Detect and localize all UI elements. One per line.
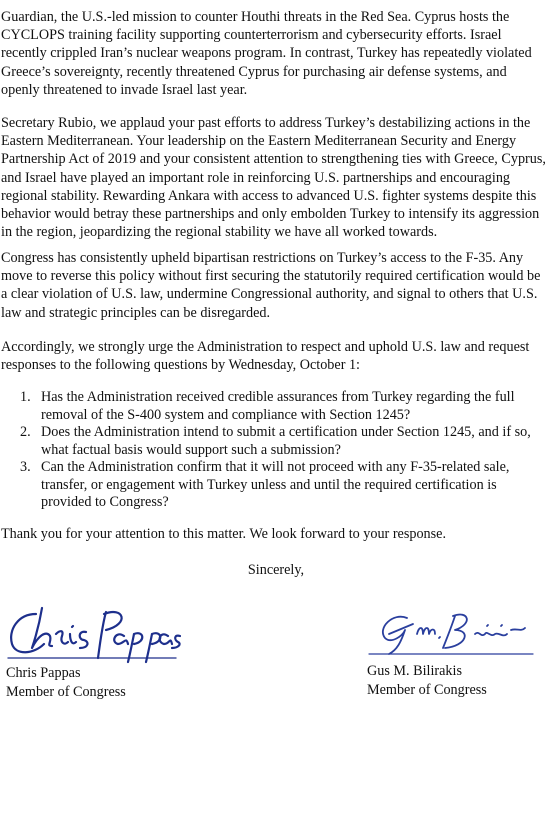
signature-image-bilirakis [367, 604, 537, 662]
letter-paragraph-4: Accordingly, we strongly urge the Administration to respect and uphold U.S. law and request responses to the following questions by Wednesday, October 1: [1, 339, 530, 374]
question-number: 1. [20, 389, 31, 405]
letter-paragraph-5: Thank you for your attention to this matter. We look forward to your response. [1, 526, 447, 542]
letter-paragraph-2: Secretary Rubio, we applaud your past efforts to address Turkey’s destabilizing actions in the Eastern Mediterranean. Your leadership on the Eastern Mediterranean Security and Energy Partnership Act of 2019 and your consistent attention to strengthening ties with Greece, Cyprus, and Israel have played an important role in reinforcing U.S. partnerships and encouraging regional stability. Rewarding Ankara with access to advanced U.S. fighter systems despite this behavior would betray these partnerships and only embolden Turkey to intensify its aggression in the region, jeopardizing the regional stability we have all worked towards. [1, 115, 546, 241]
signatory-title: Member of Congress [367, 681, 487, 698]
questions-list [20, 389, 545, 512]
question-text: Has the Administration received credible assurances from Turkey regarding the full removal of the S-400 system and compliance with Section 1245? [41, 389, 515, 423]
question-text: Can the Administration confirm that it will not proceed with any F-35-related sale, transfer, or engagement with Turkey unless and until the required certification is provided to Congress? [41, 459, 510, 510]
closing-salutation: Sincerely, [247, 562, 305, 578]
question-item [20, 459, 545, 512]
signature-image-pappas [6, 600, 181, 664]
letter-paragraph-3: Congress has consistently upheld bipartisan restrictions on Turkey’s access to the F-35. Any move to reverse this policy without first securing the statutorily required certification would be a clear violation of U.S. law, undermine Congressional authority, and signal to others that U.S. law and strategic principles can be disregarded. [1, 250, 541, 321]
question-number: 3. [20, 459, 31, 475]
letter-paragraph-1: Guardian, the U.S.-led mission to counter Houthi threats in the Red Sea. Cyprus hosts the CYCLOPS training facility supporting counterterrorism and cybersecurity efforts. Israel recently crippled Iran’s nuclear weapons program. In contrast, Turkey has repeatedly violated Greece’s sovereignty, recently threatened Cyprus for purchasing air defense systems, and openly threatened to invade Israel last year. [1, 9, 532, 98]
signatory-name: Chris Pappas [6, 665, 81, 681]
signatory-name: Gus M. Bilirakis [367, 663, 462, 679]
signature-block-pappas [6, 600, 206, 701]
signatory-title: Member of Congress [6, 683, 126, 700]
question-item [20, 389, 545, 424]
question-text: Does the Administration intend to submit a certification under Section 1245, and if so, what factual basis would support such a submission? [41, 424, 531, 458]
signature-block-bilirakis [367, 604, 547, 699]
question-number: 2. [20, 424, 31, 440]
question-item [20, 424, 545, 459]
